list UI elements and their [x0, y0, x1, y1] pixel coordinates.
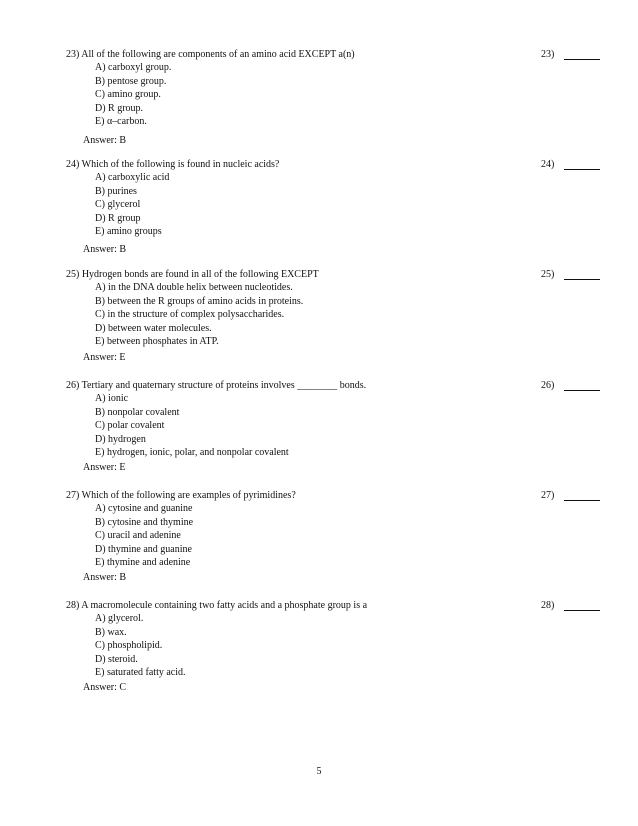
choice-list — [95, 392, 289, 460]
choice-b: B) between the R groups of amino acids in proteins. — [95, 295, 304, 307]
answer-blank — [564, 59, 600, 60]
choice-c: C) polar covalent — [95, 420, 165, 431]
choice-d: D) steroid. — [95, 653, 138, 665]
question-stem: 27) Which of the following are examples of pyrimidines? — [66, 490, 296, 501]
choice-b: B) cytosine and thymine — [95, 516, 194, 528]
question-stem: 23) All of the following are components of an amino acid EXCEPT a(n) — [66, 49, 355, 60]
choice-a: A) carboxylic acid — [95, 172, 170, 183]
choice-e: E) saturated fatty acid. — [95, 667, 186, 678]
answer-key: Answer: E — [83, 352, 126, 363]
question-number-margin: 28) — [541, 600, 555, 611]
choice-c: C) amino group. — [95, 89, 161, 100]
answer-key: Answer: B — [83, 135, 127, 146]
question-stem: 26) Tertiary and quaternary structure of proteins involves ________ bonds. — [66, 380, 367, 391]
choice-d: D) R group. — [95, 102, 144, 114]
page-number: 5 — [316, 766, 322, 777]
choice-list — [95, 281, 303, 349]
choice-c: C) in the structure of complex polysaccharides. — [95, 309, 285, 320]
choice-a: A) ionic — [95, 393, 129, 404]
choice-e: E) hydrogen, ionic, polar, and nonpolar covalent — [95, 447, 289, 458]
choice-e: E) α–carbon. — [95, 116, 147, 127]
question-stem: 28) A macromolecule containing two fatty acids and a phosphate group is a — [66, 600, 368, 611]
question-stem: 24) Which of the following is found in nucleic acids? — [66, 159, 280, 170]
answer-key: Answer: B — [83, 572, 127, 583]
choice-list — [95, 502, 193, 570]
choice-e: E) thymine and adenine — [95, 557, 191, 568]
choice-c: C) glycerol — [95, 199, 141, 210]
choice-a: A) carboxyl group. — [95, 62, 172, 73]
choice-d: D) R group — [95, 212, 141, 224]
answer-key: Answer: C — [83, 682, 127, 693]
choice-a: A) in the DNA double helix between nucleotides. — [95, 282, 293, 293]
question-stem: 25) Hydrogen bonds are found in all of the following EXCEPT — [66, 269, 319, 280]
choice-b: B) pentose group. — [95, 75, 167, 87]
answer-key: Answer: B — [83, 244, 127, 255]
choice-b: B) nonpolar covalent — [95, 406, 180, 418]
answer-key: Answer: E — [83, 462, 126, 473]
question-number-margin: 27) — [541, 490, 555, 501]
choice-e: E) amino groups — [95, 226, 162, 237]
answer-blank — [564, 390, 600, 391]
choice-d: D) thymine and guanine — [95, 543, 192, 555]
choice-d: D) hydrogen — [95, 433, 146, 445]
choice-e: E) between phosphates in ATP. — [95, 336, 219, 347]
choice-list — [95, 171, 169, 239]
choice-c: C) uracil and adenine — [95, 530, 181, 541]
choice-c: C) phospholipid. — [95, 640, 163, 651]
answer-blank — [564, 169, 600, 170]
choice-d: D) between water molecules. — [95, 322, 212, 334]
question-number-margin: 23) — [541, 49, 555, 60]
choice-a: A) cytosine and guanine — [95, 503, 193, 514]
answer-blank — [564, 500, 600, 501]
choice-list — [95, 612, 186, 680]
choice-list — [95, 61, 171, 129]
choice-b: B) wax. — [95, 626, 127, 638]
answer-blank — [564, 610, 600, 611]
answer-blank — [564, 279, 600, 280]
question-number-margin: 24) — [541, 159, 555, 170]
question-number-margin: 26) — [541, 380, 555, 391]
choice-a: A) glycerol. — [95, 613, 144, 624]
question-number-margin: 25) — [541, 269, 555, 280]
choice-b: B) purines — [95, 185, 137, 197]
